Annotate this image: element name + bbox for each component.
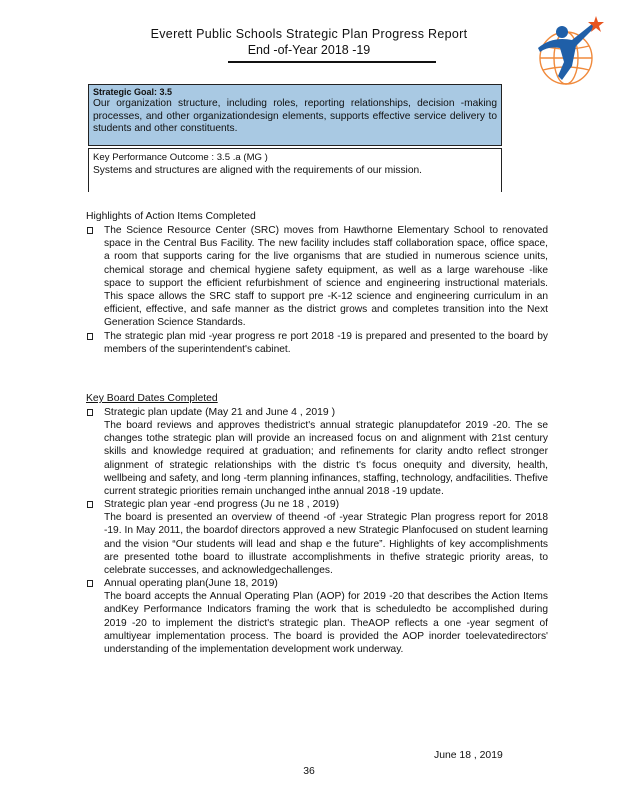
list-item	[86, 330, 548, 356]
person-globe-star-icon	[532, 14, 604, 90]
header-rule	[228, 61, 436, 63]
highlights-list	[86, 224, 548, 356]
key-board-item-title: Annual operating plan(June 18, 2019)	[104, 578, 278, 590]
key-board-item-body: The board is presented an overview of theend -of -year Strategic Plan progress report for 2018 -19. In May 2011, the boardof directors approved a new Strategic Planfocused on student learning and the vision “Our students will lead and shap e the future”. Highlights of key accomplishments are presented tothe board to illustrate accomplishments in thefive strategic priority areas, to celebrate successes, and acknowledgechallenges.	[104, 512, 548, 577]
key-board-list	[86, 406, 548, 656]
key-board-heading: Key Board Dates Completed	[86, 393, 218, 404]
strategic-goal-text: Our organization structure, including roles, reporting relationships, decision -making processes, and other organizationdesign elements, supports effective service delivery to students and other constituents.	[93, 98, 497, 135]
key-board-item-body: The board reviews and approves thedistrict's annual strategic planupdatefor 2019 -20. The se changes tothe strategic plan will provide an increased focus on and alignment with 21st century skills and knowledge required at graduation; and refinements for clarity andto reflect stronger alignment of strategic relationships with the distric t's focus onequity and diversity, health, wellbeing and safety, and long -term planning infinances, staffing, technology, andfacilities. Thefive current strategic priorities remain unchanged inthe annual 2018 -19 update.	[104, 420, 548, 498]
bullet-box-icon	[87, 580, 93, 587]
list-item	[86, 577, 548, 656]
key-board-item-title: Strategic plan update (May 21 and June 4 , 2019 )	[104, 407, 336, 418]
kpi-text: Systems and structures are aligned with the requirements of our mission.	[93, 165, 422, 176]
bullet-box-icon	[87, 333, 93, 340]
page-number: 36	[303, 766, 315, 777]
kpi-heading: Key Performance Outcome : 3.5 .a (MG )	[93, 152, 268, 163]
strategic-goal-heading: Strategic Goal: 3.5	[93, 87, 173, 97]
report-title: Everett Public Schools Strategic Plan Progress Report	[150, 27, 468, 41]
bullet-box-icon	[87, 409, 93, 416]
kpi-box	[88, 148, 502, 192]
key-board-item-body: The board accepts the Annual Operating Plan (AOP) for 2019 -20 that describes the Action Items andKey Performance Indicators framing the work that is scheduledto be accomplished during 2019 -20 to implement the district's strategic plan. TheAOP reflects a one -year segment of amultiyear implementation process. The board is provided the AOP inorder toelevatedirectors' understanding of the implementation development work underway.	[104, 591, 548, 656]
highlights-section	[86, 210, 548, 356]
key-board-item-title: Strategic plan year -end progress (Ju ne 18 , 2019)	[104, 499, 340, 511]
footer-date: June 18 , 2019	[434, 750, 503, 761]
key-board-dates-section	[86, 392, 548, 656]
bullet-box-icon	[87, 227, 93, 234]
list-item	[86, 406, 548, 498]
list-item	[86, 498, 548, 577]
highlights-heading: Highlights of Action Items Completed	[86, 211, 256, 222]
report-subtitle: End -of-Year 2018 -19	[247, 43, 371, 57]
strategic-goal-box	[88, 84, 502, 146]
bullet-box-icon	[87, 501, 93, 508]
list-item	[86, 224, 548, 330]
highlight-text: The strategic plan mid -year progress re port 2018 -19 is prepared and presented to the board by members of the superintendent's cabinet.	[104, 330, 548, 355]
highlight-text: The Science Resource Center (SRC) moves from Hawthorne Elementary School to renovated space in the Central Bus Facility. The new facility includes staff collaboration space, office space, a room that supports caring for the live organisms that are studied in numerous science units, chemical storage and chemical hygiene safety equipment, as well as a large warehouse -like space to support the efficient refurbishment of science and engineering instructional materials. This space allows the SRC staff to support pre -K-12 science and engineering curriculum in an efficient, effective, and safe manner as the district grows and completes transition into the Next Generation Science Standards.	[104, 225, 548, 329]
